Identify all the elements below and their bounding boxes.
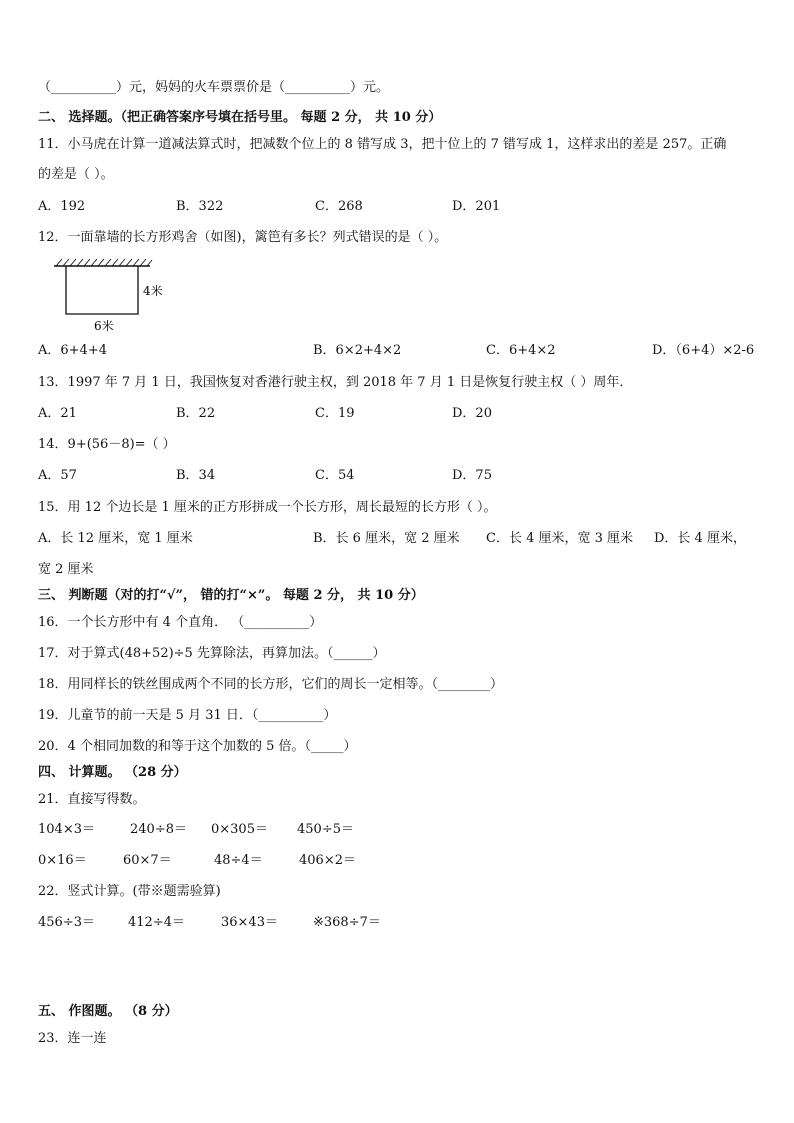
section-3-heading: 三、 判断题（对的打“√”， 错的打“×”。 每题 2 分， 共 10 分） — [38, 588, 424, 603]
q14-option-a: A．57 — [38, 468, 77, 483]
q13-option-c: C．19 — [315, 406, 355, 421]
calc-item: 104×3＝ — [38, 822, 95, 837]
q15-option-d: D．长 4 厘米， — [654, 531, 746, 546]
q14-option-d: D．75 — [452, 468, 492, 483]
q23-text: 23．连一连 — [38, 1031, 107, 1046]
vertical-calc-item: ※368÷7＝ — [313, 915, 381, 930]
calc-item: 0×16＝ — [38, 853, 87, 868]
q17-text: 17．对于算式(48+52)÷5 先算除法，再算加法。（______） — [38, 646, 386, 661]
vertical-calc-item: 36×43＝ — [221, 915, 278, 930]
q11-option-c: C．268 — [315, 199, 363, 214]
q18-text: 18．用同样长的铁丝围成两个不同的长方形，它们的周长一定相等。（________） — [38, 677, 504, 692]
q15-option-c: C．长 4 厘米，宽 3 厘米 — [486, 531, 634, 546]
q13-text: 13．1997 年 7 月 1 日，我国恢复对香港行驶主权，到 2018 年 7 月 1 日是恢复行驶主权（ ）周年． — [38, 375, 633, 390]
chicken-coop-figure — [52, 258, 182, 336]
q13-option-a: A．21 — [38, 406, 77, 421]
q15-text: 15．用 12 个边长是 1 厘米的正方形拼成一个长方形，周长最短的长方形（ ）。 — [38, 500, 497, 515]
q12-option-b: B．6×2+4×2 — [313, 343, 402, 358]
q13-option-d: D．20 — [452, 406, 492, 421]
q19-text: 19．儿童节的前一天是 5 月 31 日．（__________） — [38, 708, 337, 723]
q21-text: 21．直接写得数。 — [38, 792, 146, 807]
section-2-heading: 二、 选择题。（把正确答案序号填在括号里。 每题 2 分， 共 10 分） — [38, 110, 442, 125]
q22-text: 22．竖式计算。(带※题需验算) — [38, 884, 221, 899]
q11-option-d: D．201 — [452, 199, 501, 214]
q11-text: 11．小马虎在计算一道减法算式时，把减数个位上的 8 错写成 3，把十位上的 7 错写成 1，这样求出的差是 257。正确 — [38, 137, 727, 152]
q12-option-a: A．6+4+4 — [38, 343, 107, 358]
q20-text: 20．4 个相同加数的和等于这个加数的 5 倍。（_____） — [38, 739, 357, 754]
section-4-heading: 四、 计算题。 （28 分） — [38, 765, 187, 780]
q12-text: 12．一面靠墙的长方形鸡舍（如图)，篱笆有多长？列式错误的是（ ）。 — [38, 230, 448, 245]
q11-option-b: B．322 — [176, 199, 224, 214]
q14-option-c: C．54 — [315, 468, 355, 483]
section-5-heading: 五、 作图题。 （8 分） — [38, 1004, 178, 1019]
calc-item: 240÷8＝ — [130, 822, 187, 837]
q11-text-cont: 的差是（ ）。 — [38, 167, 114, 182]
q14-text: 14．9+(56－8)=（ ） — [38, 437, 176, 452]
fence-outline — [66, 266, 138, 314]
q12-option-c: C．6+4×2 — [486, 343, 556, 358]
calc-item: 406×2＝ — [299, 853, 356, 868]
q13-option-b: B．22 — [176, 406, 216, 421]
calc-item: 48÷4＝ — [214, 853, 263, 868]
calc-item: 450÷5＝ — [297, 822, 354, 837]
width-label: 6米 — [94, 319, 114, 333]
wall-hatching — [56, 259, 152, 266]
q15-option-b: B．长 6 厘米，宽 2 厘米 — [313, 531, 460, 546]
q11-option-a: A．192 — [38, 199, 86, 214]
line-q10-tail: （__________）元，妈妈的火车票票价是（__________）元。 — [38, 80, 390, 95]
height-label: 4米 — [143, 284, 163, 298]
calc-item: 0×305＝ — [211, 822, 268, 837]
q15-option-a: A．长 12 厘米，宽 1 厘米 — [38, 531, 193, 546]
vertical-calc-item: 412÷4＝ — [128, 915, 185, 930]
q15-option-d-cont: 宽 2 厘米 — [38, 562, 94, 577]
vertical-calc-item: 456÷3＝ — [38, 915, 95, 930]
q12-option-d: D．（6+4）×2-6 — [652, 343, 755, 358]
q14-option-b: B．34 — [176, 468, 216, 483]
calc-item: 60×7＝ — [123, 853, 172, 868]
q16-text: 16．一个长方形中有 4 个直角． （__________） — [38, 615, 323, 630]
